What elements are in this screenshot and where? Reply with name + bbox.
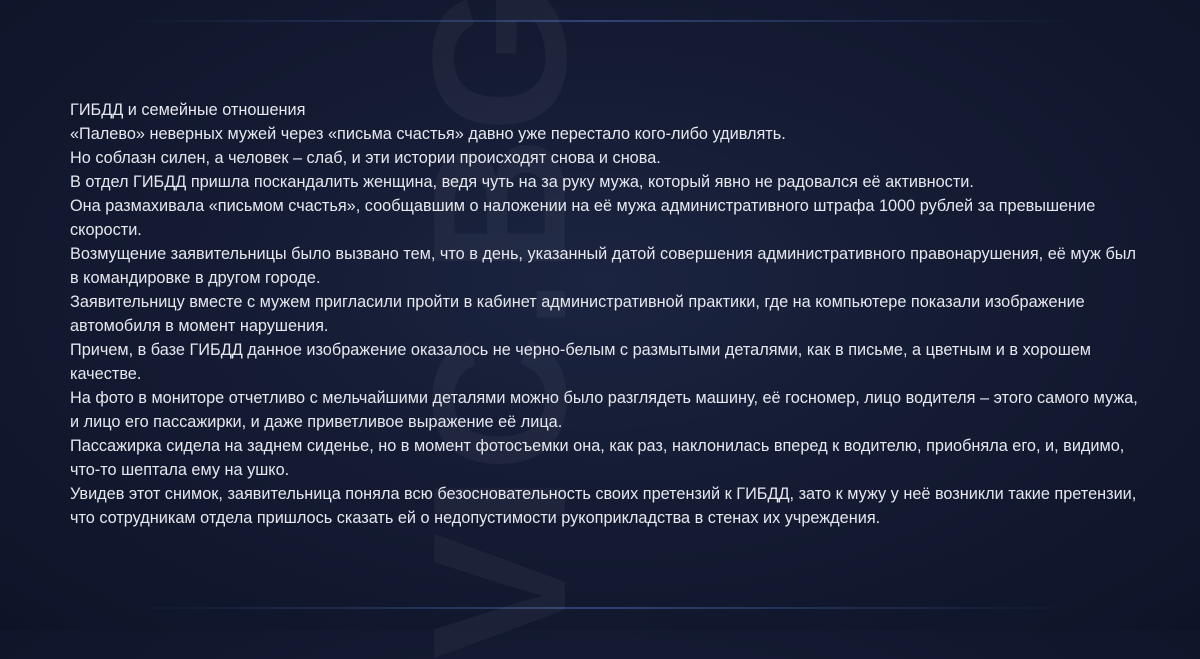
article-paragraph: Пассажирка сидела на заднем сиденье, но в момент фотосъемки она, как раз, наклонилась вперед к водителю, приобняла его, и, видимо, что-то шептала ему на ушко. [70,437,1125,479]
article-paragraph: Увидев этот снимок, заявительница поняла всю безосновательность своих претензий к ГИБДД, зато к мужу у неё возникли такие претензии, что сотрудникам отдела пришлось сказать ей о недопустимости рукоприкладства в стенах их учреждения. [70,485,1137,527]
article-paragraph: В отдел ГИБДД пришла поскандалить женщина, ведя чуть на за руку мужа, который явно не радовался её активности. [70,173,974,191]
article-title: ГИБДД и семейные отношения [70,101,306,119]
article [70,98,1145,530]
article-paragraph: «Палево» неверных мужей через «письма счастья» давно уже перестало кого-либо удивлять. [70,125,786,143]
article-paragraph: Возмущение заявительницы было вызвано тем, что в день, указанный датой совершения административного правонарушения, её муж был в командировке в другом городе. [70,245,1136,287]
article-paragraph: Причем, в базе ГИБДД данное изображение оказалось не черно-белым с размытыми деталями, как в письме, а цветным и в хорошем качестве. [70,341,1092,383]
article-paragraph: На фото в мониторе отчетливо с мельчайшими деталями можно было разглядеть машину, её госномер, лицо водителя – этого самого мужа, и лицо его пассажирки, и даже приветливое выражение её лица. [70,389,1138,431]
article-paragraph: Но соблазн силен, а человек – слаб, и эти истории происходят снова и снова. [70,149,661,167]
article-paragraph: Она размахивала «письмом счастья», сообщавшим о наложении на её мужа административного штрафа 1000 рублей за превышение скорости. [70,197,1096,239]
article-paragraph: Заявительницу вместе с мужем пригласили пройти в кабинет административной практики, где на компьютере показали изображение автомобиля в момент нарушения. [70,293,1085,335]
